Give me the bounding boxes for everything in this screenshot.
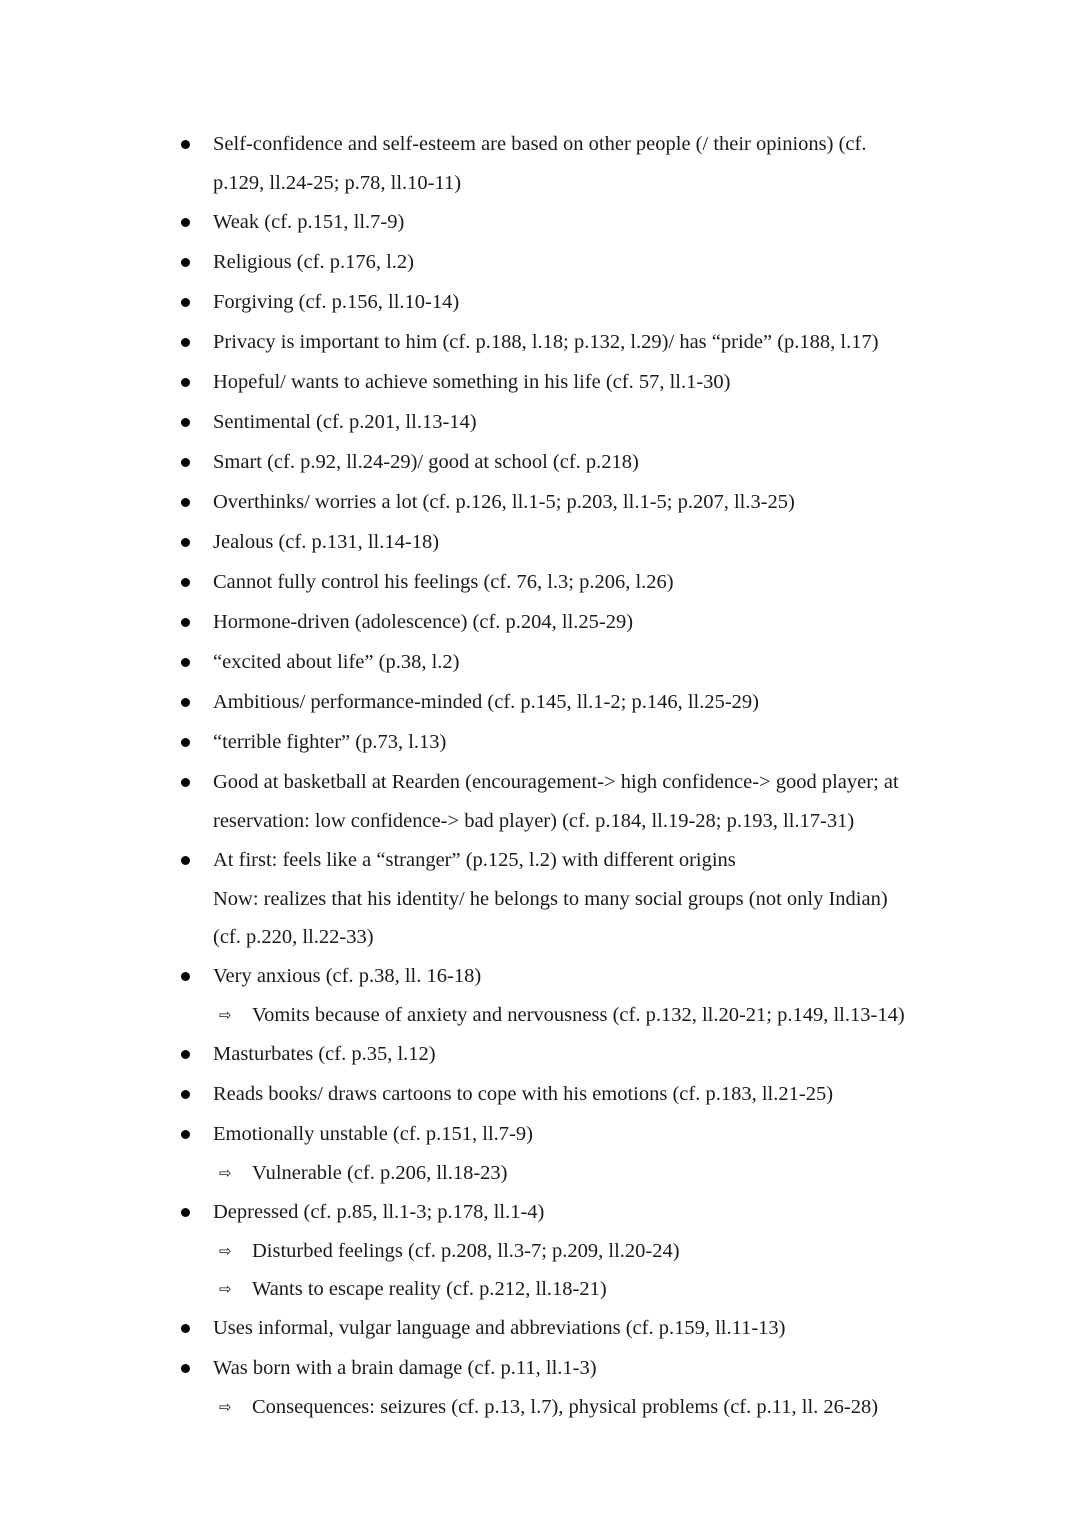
sub-item-text: Wants to escape reality (cf. p.212, ll.18-21) [252,1278,607,1300]
list-item-text: Masturbates (cf. p.35, l.12) [213,1043,436,1065]
list-item [0,840,1080,956]
sub-item [0,1232,1080,1270]
list-item [0,522,1080,562]
list-item [0,1074,1080,1114]
list-item [0,762,1080,840]
list-item-line [0,1348,1080,1388]
list-item-text: At first: feels like a “stranger” (p.125, l.2) with different origins [213,849,736,871]
list-item-line [0,522,1080,562]
bullet-icon [181,498,190,507]
list-item-line [0,1114,1080,1154]
sub-item-text: Disturbed feelings (cf. p.208, ll.3-7; p.209, ll.20-24) [252,1240,680,1262]
list-item-line [0,282,1080,322]
list-item-line [0,202,1080,242]
list-item-line [0,442,1080,482]
list-item-text: Depressed (cf. p.85, ll.1-3; p.178, ll.1-4) [213,1201,545,1223]
list-item-line [0,840,1080,880]
list-item-line [0,322,1080,362]
bullet-icon [181,338,190,347]
list-item [0,442,1080,482]
bullet-icon [181,1208,190,1217]
bullet-icon [181,298,190,307]
list-item-text: Hopeful/ wants to achieve something in his life (cf. 57, ll.1-30) [213,371,731,393]
list-item-line [0,242,1080,282]
bullet-icon [181,698,190,707]
list-item-text: Hormone-driven (adolescence) (cf. p.204, ll.25-29) [213,611,634,633]
bullet-icon [181,140,190,149]
bullet-icon [181,258,190,267]
list-item-text: Weak (cf. p.151, ll.7-9) [213,211,405,233]
list-item [0,682,1080,722]
right-arrow-icon: ⇨ [219,1398,232,1416]
bullet-icon [181,778,190,787]
sub-item-text: Consequences: seizures (cf. p.13, l.7), physical problems (cf. p.11, ll. 26-28) [252,1396,879,1418]
list-item-text: Jealous (cf. p.131, ll.14-18) [213,531,440,553]
bullet-icon [181,418,190,427]
bullet-icon [181,378,190,387]
list-item-continuation-line [0,880,1080,918]
bullet-icon [181,972,190,981]
list-item-text: Privacy is important to him (cf. p.188, l.18; p.132, l.29)/ has “pride” (p.188, l.17) [213,331,879,353]
list-item-line [0,1308,1080,1348]
list-item-text: Reads books/ draws cartoons to cope with his emotions (cf. p.183, ll.21-25) [213,1083,834,1105]
list-item-line [0,362,1080,402]
list-item-text: (cf. p.220, ll.22-33) [213,926,374,948]
list-item-line [0,1192,1080,1232]
list-item [0,482,1080,522]
bullet-icon [181,658,190,667]
list-item-text: Religious (cf. p.176, l.2) [213,251,414,273]
bullet-icon [181,578,190,587]
list-item [0,202,1080,242]
sub-item-text: Vulnerable (cf. p.206, ll.18-23) [252,1162,508,1184]
bullet-icon [181,1090,190,1099]
bullet-icon [181,618,190,627]
right-arrow-icon: ⇨ [219,1164,232,1182]
list-item [0,242,1080,282]
list-item [0,956,1080,1034]
list-item [0,642,1080,682]
bullet-icon [181,458,190,467]
list-item-text: p.129, ll.24-25; p.78, ll.10-11) [213,172,462,194]
list-item [0,1192,1080,1308]
sub-item [0,1388,1080,1426]
list-item [0,1308,1080,1348]
bullet-icon [181,1324,190,1333]
list-item-line [0,124,1080,164]
list-item [0,1114,1080,1192]
list-item [0,124,1080,202]
list-item [0,362,1080,402]
list-item-text: Cannot fully control his feelings (cf. 76, l.3; p.206, l.26) [213,571,674,593]
right-arrow-icon: ⇨ [219,1280,232,1298]
list-item-line [0,642,1080,682]
list-item-text: Self-confidence and self-esteem are based on other people (/ their opinions) (cf. [213,133,867,155]
list-item-line [0,562,1080,602]
list-item [0,562,1080,602]
character-trait-list [0,124,1080,1426]
list-item [0,1034,1080,1074]
list-item-text: Very anxious (cf. p.38, ll. 16-18) [213,965,482,987]
list-item-line [0,1034,1080,1074]
list-item [0,322,1080,362]
list-item [0,1348,1080,1426]
list-item-line [0,1074,1080,1114]
sub-item [0,996,1080,1034]
bullet-icon [181,1130,190,1139]
list-item-text: Now: realizes that his identity/ he belongs to many social groups (not only Indian) [213,888,888,910]
list-item-text: Sentimental (cf. p.201, ll.13-14) [213,411,477,433]
list-item [0,602,1080,642]
list-item-text: Ambitious/ performance-minded (cf. p.145, ll.1-2; p.146, ll.25-29) [213,691,759,713]
list-item-text: Was born with a brain damage (cf. p.11, ll.1-3) [213,1357,597,1379]
list-item-line [0,402,1080,442]
list-item-line [0,956,1080,996]
list-item-line [0,722,1080,762]
bullet-icon [181,218,190,227]
right-arrow-icon: ⇨ [219,1006,232,1024]
bullet-icon [181,738,190,747]
list-item-text: reservation: low confidence-> bad player) (cf. p.184, ll.19-28; p.193, ll.17-31) [213,810,855,832]
list-item-text: Emotionally unstable (cf. p.151, ll.7-9) [213,1123,533,1145]
sub-item-text: Vomits because of anxiety and nervousness (cf. p.132, ll.20-21; p.149, ll.13-14) [252,1004,905,1026]
right-arrow-icon: ⇨ [219,1242,232,1260]
bullet-icon [181,1364,190,1373]
list-item-text: Good at basketball at Rearden (encouragement-> high confidence-> good player; at [213,771,899,793]
list-item-continuation-line [0,164,1080,202]
sub-item [0,1154,1080,1192]
list-item [0,402,1080,442]
list-item-line [0,682,1080,722]
list-item [0,282,1080,322]
list-item-text: Overthinks/ worries a lot (cf. p.126, ll.1-5; p.203, ll.1-5; p.207, ll.3-25) [213,491,795,513]
sub-item [0,1270,1080,1308]
list-item-continuation-line [0,918,1080,956]
list-item-text: Forgiving (cf. p.156, ll.10-14) [213,291,460,313]
bullet-icon [181,538,190,547]
list-item-text: Smart (cf. p.92, ll.24-29)/ good at school (cf. p.218) [213,451,639,473]
list-item [0,722,1080,762]
bullet-icon [181,1050,190,1059]
bullet-icon [181,856,190,865]
list-item-text: “terrible fighter” (p.73, l.13) [213,731,447,753]
list-item-line [0,482,1080,522]
list-item-continuation-line [0,802,1080,840]
list-item-text: “excited about life” (p.38, l.2) [213,651,460,673]
list-item-line [0,762,1080,802]
list-item-text: Uses informal, vulgar language and abbreviations (cf. p.159, ll.11-13) [213,1317,786,1339]
list-item-line [0,602,1080,642]
